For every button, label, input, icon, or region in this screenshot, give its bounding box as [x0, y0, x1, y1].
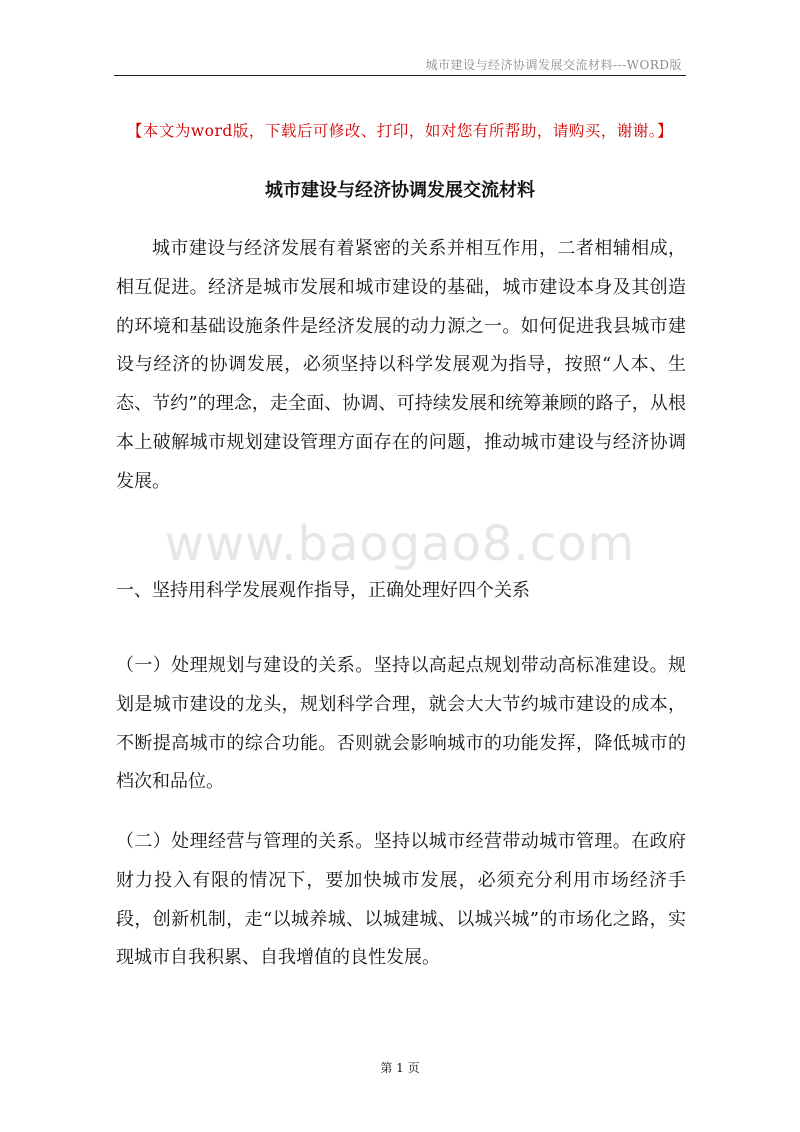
watermark: www.baogao8.com: [164, 516, 636, 572]
page-number: 第 1 页: [380, 1061, 420, 1075]
section-heading: 一、坚持用科学发展观作指导，正确处理好四个关系: [116, 580, 530, 601]
purchase-notice: 【本文为word版，下载后可修改、打印，如对您有所帮助，请购买，谢谢。】: [126, 122, 674, 140]
document-title: 城市建设与经济协调发展交流材料: [265, 180, 535, 201]
running-header: 城市建设与经济协调发展交流材料---WORD版: [425, 58, 682, 72]
item-paragraph-2: （二）处理经营与管理的关系。坚持以城市经营带动城市管理。在政府财力投入有限的情况下，要加快城市发展，必须充分利用市场经济手段，创新机制，走“以城养城、以城建城、以城兴城”的市场化之路，实现城市自我积累、自我增值的良性发展。: [116, 831, 686, 969]
intro-paragraph: 城市建设与经济发展有着紧密的关系并相互作用，二者相辅相成，相互促进。经济是城市发展和城市建设的基础，城市建设本身及其创造的环境和基础设施条件是经济发展的动力源之一。如何促进我县城市建设与经济的协调发展，必须坚持以科学发展观为指导，按照“人本、生态、节约”的理念，走全面、协调、可持续发展和统筹兼顾的路子，从根本上破解城市规划建设管理方面存在的问题，推动城市建设与经济协调发展。: [116, 238, 686, 492]
item-paragraph-1: （一）处理规划与建设的关系。坚持以高起点规划带动高标准建设。规划是城市建设的龙头，规划科学合理，就会大大节约城市建设的成本，不断提高城市的综合功能。否则就会影响城市的功能发挥，降低城市的档次和品位。: [116, 655, 686, 793]
header-divider: [114, 75, 686, 76]
